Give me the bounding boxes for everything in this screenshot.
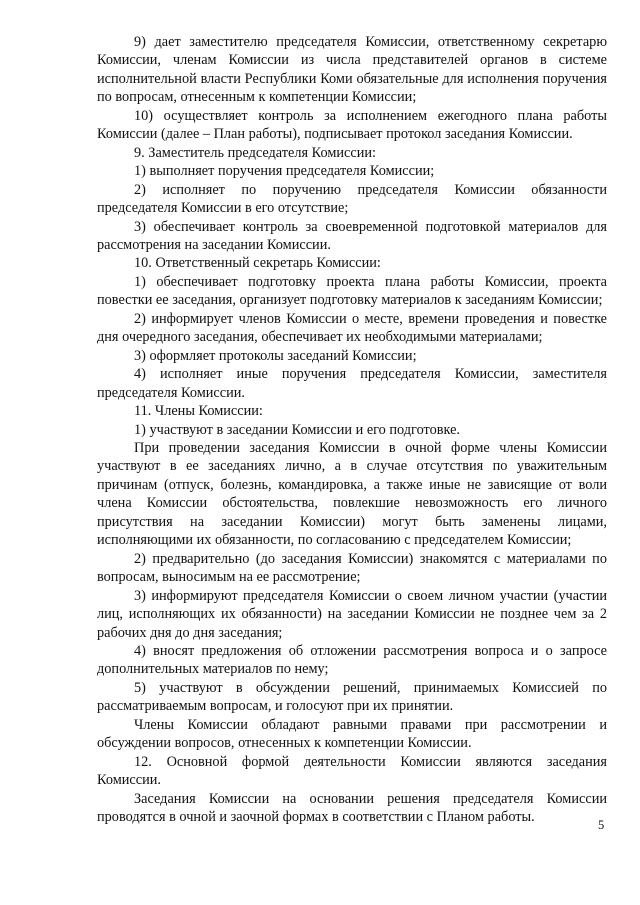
paragraph-deputy-2: 2) исполняет по поручению председателя Комиссии обязанности председателя Комиссии в его отсутствие; — [97, 181, 607, 217]
section-heading-secretary: 10. Ответственный секретарь Комиссии: — [134, 255, 381, 272]
page-number: 5 — [598, 818, 605, 832]
paragraph-secretary-3: 3) оформляет протоколы заседаний Комиссии; — [134, 347, 417, 364]
paragraph-deputy-3: 3) обеспечивает контроль за своевременной подготовкой материалов для рассмотрения на заседании Комиссии. — [97, 218, 607, 253]
paragraph-members-1: 1) участвуют в заседании Комиссии и его подготовке. — [134, 421, 460, 438]
section-heading-meetings: 12. Основной формой деятельности Комиссии являются заседания Комиссии. — [97, 753, 607, 789]
paragraph-members-2: 2) предварительно (до заседания Комиссии) знакомятся с материалами по вопросам, выносимым на ее рассмотрение; — [97, 550, 607, 586]
paragraph-9-chairman-instructions: 9) дает заместителю председателя Комиссии, ответственному секретарю Комиссии, членам Комиссии из числа представителей органов в системе исполнительной власти Республики Коми обязательные для исполнения поручения по вопросам, отнесенным к компетенции Комиссии; — [97, 34, 607, 106]
paragraph-10-chairman-control: 10) осуществляет контроль за исполнением ежегодного плана работы Комиссии (далее – План работы), подписывает протокол заседания Комиссии. — [97, 107, 607, 143]
paragraph-members-equal-rights: Члены Комиссии обладают равными правами при рассмотрении и обсуждении вопросов, отнесенных к компетенции Комиссии. — [97, 716, 607, 752]
paragraph-secretary-2: 2) информирует членов Комиссии о месте, времени проведения и повестке дня очередного заседания, обеспечивает их необходимыми материалами; — [97, 310, 607, 346]
paragraph-members-4: 4) вносят предложения об отложении рассмотрения вопроса и о запросе дополнительных материалов по нему; — [97, 642, 607, 678]
paragraph-members-attendance: При проведении заседания Комиссии в очной форме члены Комиссии участвуют в ее заседаниях лично, а в случае отсутствия по уважительным причинам (отпуск, болезнь, командировка, а также иные не зависящие от воли члена Комиссии обстоятельства, повлекшие невозможность его личного присутствия на заседании Комиссии) могут быть заменены лицами, исполняющими их обязанности, по согласованию с председателем Комиссии; — [97, 439, 607, 549]
document-body — [97, 33, 607, 826]
paragraph-meetings-forms: Заседания Комиссии на основании решения председателя Комиссии проводятся в очной и заочной формах в соответствии с Планом работы. — [97, 790, 607, 826]
section-heading-deputy-chairman: 9. Заместитель председателя Комиссии: — [134, 144, 377, 161]
paragraph-members-5: 5) участвуют в обсуждении решений, принимаемых Комиссией по рассматриваемым вопросам, и голосуют при их принятии. — [97, 679, 607, 715]
section-heading-members: 11. Члены Комиссии: — [134, 403, 263, 420]
paragraph-members-3: 3) информируют председателя Комиссии о своем личном участии (участии лиц, исполняющих их обязанности) на заседании Комиссии не позднее чем за 2 рабочих дня до дня заседания; — [97, 587, 607, 641]
paragraph-secretary-4: 4) исполняет иные поручения председателя Комиссии, заместителя председателя Комиссии. — [97, 366, 607, 401]
paragraph-secretary-1: 1) обеспечивает подготовку проекта плана работы Комиссии, проекта повестки ее заседания, организует подготовку материалов к заседаниям Комиссии; — [97, 273, 607, 309]
paragraph-deputy-1: 1) выполняет поручения председателя Комиссии; — [134, 163, 435, 180]
